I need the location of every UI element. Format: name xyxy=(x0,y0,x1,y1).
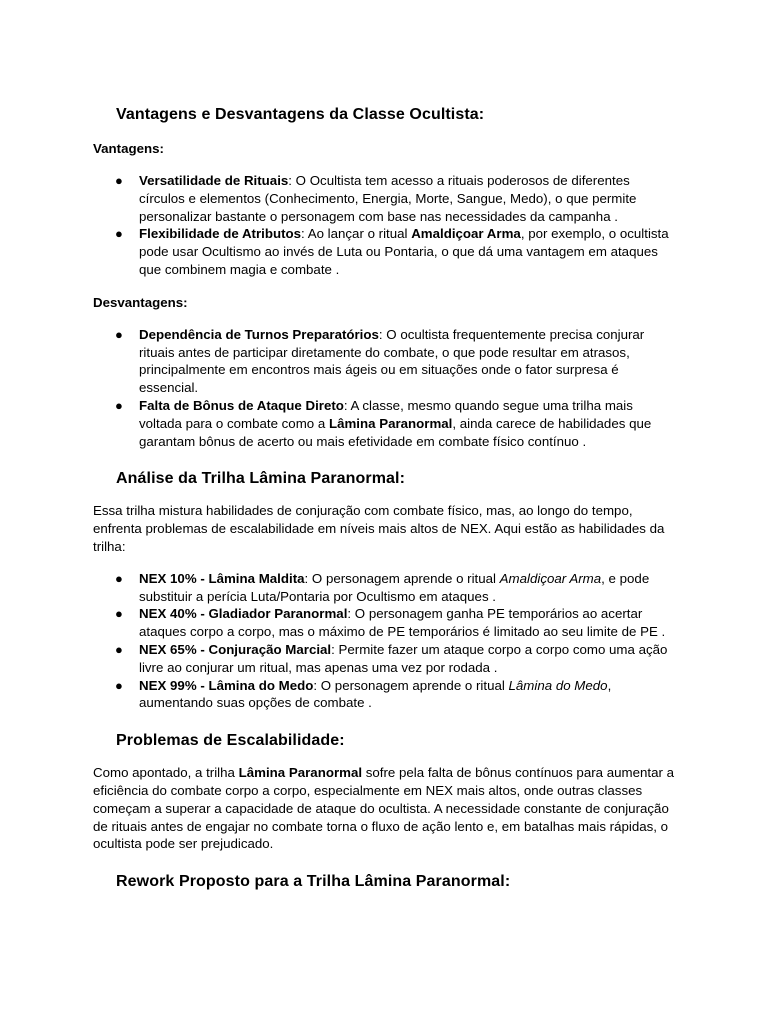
paragraph-text: Como apontado, a trilha xyxy=(93,765,239,781)
item-text: : O Ocultista tem acesso a rituais poderosos de diferentes círculos e elementos (Conhecimento, Energia, Morte, Sangue, Medo), o que permite personalizar bastante o personagem com base nas necessidades da campanha . xyxy=(139,173,637,224)
bullet-icon: ● xyxy=(115,677,123,693)
label-desvantagens: Desvantagens: xyxy=(93,294,188,310)
item-text: , e pode substituir a perícia Luta/Pontaria por Ocultismo em ataques . xyxy=(139,570,650,604)
paragraph-problemas xyxy=(93,764,678,853)
paragraph-bold: Lâmina Paranormal xyxy=(238,765,363,781)
heading-problemas-escalabilidade: Problemas de Escalabilidade: xyxy=(116,732,345,750)
item-term: NEX 99% - Lâmina do Medo xyxy=(139,677,314,693)
list-item xyxy=(93,570,678,606)
bullet-icon: ● xyxy=(115,397,123,413)
item-italic: Lâmina do Medo xyxy=(508,677,608,693)
item-term: NEX 40% - Gladiador Paranormal xyxy=(139,606,348,622)
document-content xyxy=(93,104,678,893)
list-item xyxy=(93,172,678,225)
heading-analise-trilha: Análise da Trilha Lâmina Paranormal: xyxy=(116,470,406,488)
bullet-icon: ● xyxy=(115,641,123,657)
bullet-icon: ● xyxy=(115,226,123,242)
item-text: : O personagem aprende o ritual xyxy=(304,570,500,586)
item-term: Flexibilidade de Atributos xyxy=(139,226,302,242)
list-vantagens xyxy=(93,172,678,279)
item-text: : Permite fazer um ataque corpo a corpo como uma ação livre ao conjurar um ritual, mas apenas uma vez por rodada . xyxy=(139,641,668,675)
item-text: : O personagem aprende o ritual xyxy=(313,677,509,693)
item-italic: Amaldiçoar Arma xyxy=(499,570,602,586)
item-bold: Lâmina Paranormal xyxy=(328,415,453,431)
item-term: NEX 10% - Lâmina Maldita xyxy=(139,570,305,586)
paragraph-intro-trilha: Essa trilha mistura habilidades de conjuração com combate físico, mas, ao longo do tempo, enfrenta problemas de escalabilidade em níveis mais altos de NEX. Aqui estão as habilidades da trilha: xyxy=(93,503,665,554)
label-vantagens: Vantagens: xyxy=(93,141,164,156)
item-term: Dependência de Turnos Preparatórios xyxy=(139,326,379,342)
list-item xyxy=(93,677,678,713)
bullet-icon: ● xyxy=(115,570,123,586)
bullet-icon: ● xyxy=(115,326,123,342)
item-text: : O ocultista frequentemente precisa conjurar rituais antes de participar diretamente do combate, o que pode resultar em atrasos, principalmente em encontros mais ágeis ou em situações onde o fator surpresa é essencial. xyxy=(139,326,645,396)
list-item xyxy=(93,605,678,641)
bullet-icon: ● xyxy=(115,173,123,188)
list-item xyxy=(93,225,678,278)
item-text: : Ao lançar o ritual xyxy=(301,226,412,242)
item-term: NEX 65% - Conjuração Marcial xyxy=(139,641,332,657)
heading-vantagens-desvantagens: Vantagens e Desvantagens da Classe Ocultista: xyxy=(116,106,485,123)
paragraph-text: sofre pela falta de bônus contínuos para aumentar a eficiência do combate corpo a corpo, especialmente em NEX mais altos, onde outras classes começam a superar a capacidade de ataque do ocultista. A necessidade constante de conjuração de rituais antes de engajar no combate torna o fluxo de ação lento e, em batalhas mais rápidas, o ocultista pode ser prejudicado. xyxy=(93,765,674,852)
item-term: Falta de Bônus de Ataque Direto xyxy=(139,397,344,413)
list-desvantagens xyxy=(93,326,678,451)
heading-rework-proposto: Rework Proposto para a Trilha Lâmina Paranormal: xyxy=(116,873,511,891)
bullet-icon: ● xyxy=(115,606,123,622)
item-bold: Amaldiçoar Arma xyxy=(411,226,521,242)
item-text: , aumentando suas opções de combate . xyxy=(139,677,612,711)
list-habilidades xyxy=(93,570,678,712)
item-text: : O personagem ganha PE temporários ao acertar ataques corpo a corpo, mas o máximo de PE temporários é limitado ao seu limite de PE . xyxy=(139,606,666,640)
item-text: : A classe, mesmo quando segue uma trilha mais voltada para o combate como a xyxy=(139,397,633,431)
item-term: Versatilidade de Rituais xyxy=(139,173,289,188)
item-text: , ainda carece de habilidades que garantam bônus de acerto ou mais efetividade em combate físico contínuo . xyxy=(139,415,652,449)
list-item xyxy=(93,326,678,397)
item-text: , por exemplo, o ocultista pode usar Ocultismo ao invés de Luta ou Pontaria, o que dá uma vantagem em ataques que combinem magia e combate . xyxy=(139,226,669,277)
list-item xyxy=(93,397,678,450)
list-item xyxy=(93,641,678,677)
